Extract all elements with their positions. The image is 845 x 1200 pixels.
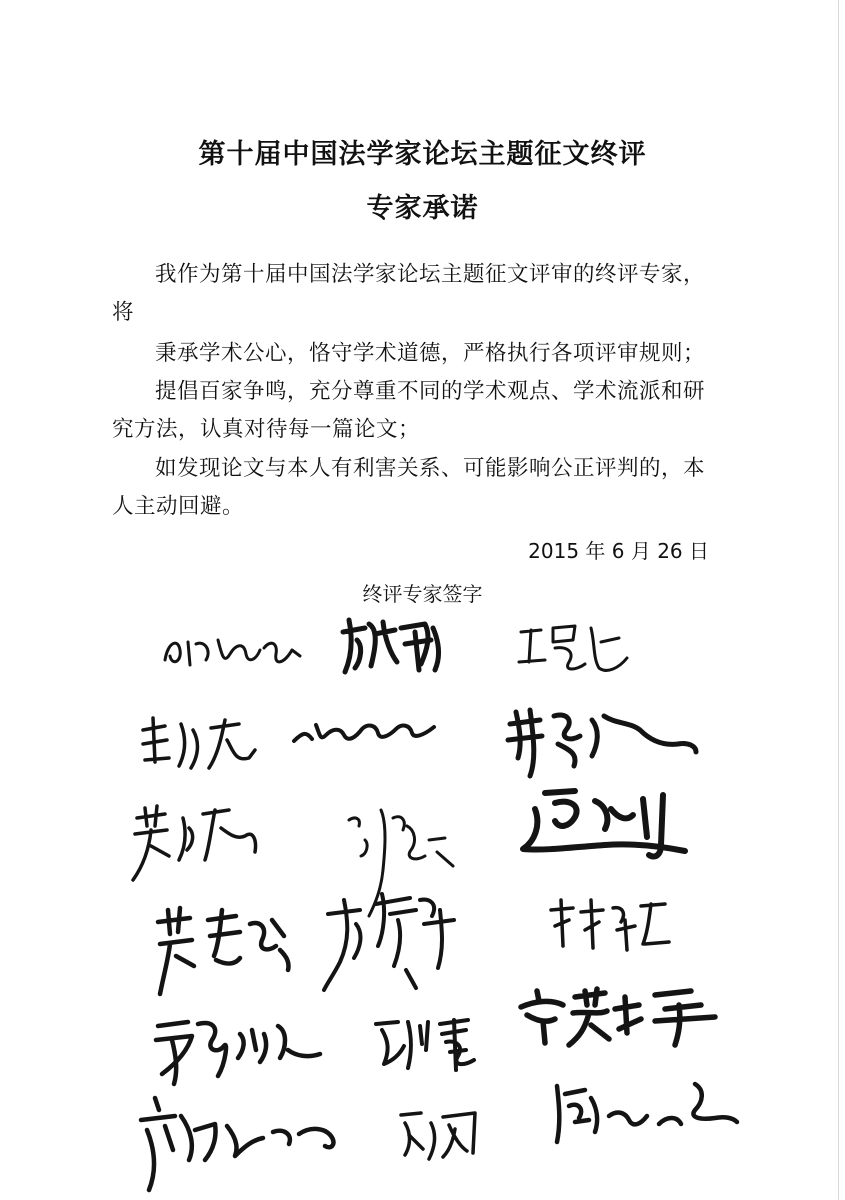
signature-12: [545, 890, 675, 960]
signature-area: [0, 600, 845, 1200]
signature-5: [290, 705, 440, 750]
signature-3: [515, 618, 635, 678]
pledge-paragraph-4: 如发现论文与本人有利害关系、可能影响公正评判的，本人主动回避。: [112, 456, 706, 519]
signature-17: [395, 1105, 495, 1165]
signature-13: [148, 1010, 328, 1090]
signature-16: [135, 1090, 350, 1195]
signature-7: [125, 800, 265, 890]
signature-10: [150, 900, 300, 1000]
signature-9: [515, 785, 695, 865]
document-title: 第十届中国法学家论坛主题征文终评: [198, 139, 647, 170]
signature-18: [545, 1080, 740, 1150]
signature-2: [335, 610, 450, 680]
signature-11: [320, 880, 480, 1000]
signature-caption: 终评专家签字: [362, 582, 483, 606]
document-subtitle: 专家承诺: [366, 193, 479, 224]
signature-6: [500, 700, 700, 780]
signature-14: [370, 1010, 490, 1075]
signing-date: 2015 年 6 月 26 日: [528, 539, 709, 563]
signature-4: [135, 710, 260, 775]
signature-15: [515, 985, 725, 1050]
pledge-paragraph-3: 提倡百家争鸣，充分尊重不同的学术观点、学术流派和研究方法，认真对待每一篇论文；: [112, 379, 706, 442]
pledge-paragraph-2: 秉承学术公心，恪守学术道德，严格执行各项评审规则；: [155, 341, 706, 366]
signature-1: [160, 620, 310, 680]
pledge-paragraph-1: 我作为第十届中国法学家论坛主题征文评审的终评专家，将: [112, 262, 706, 325]
